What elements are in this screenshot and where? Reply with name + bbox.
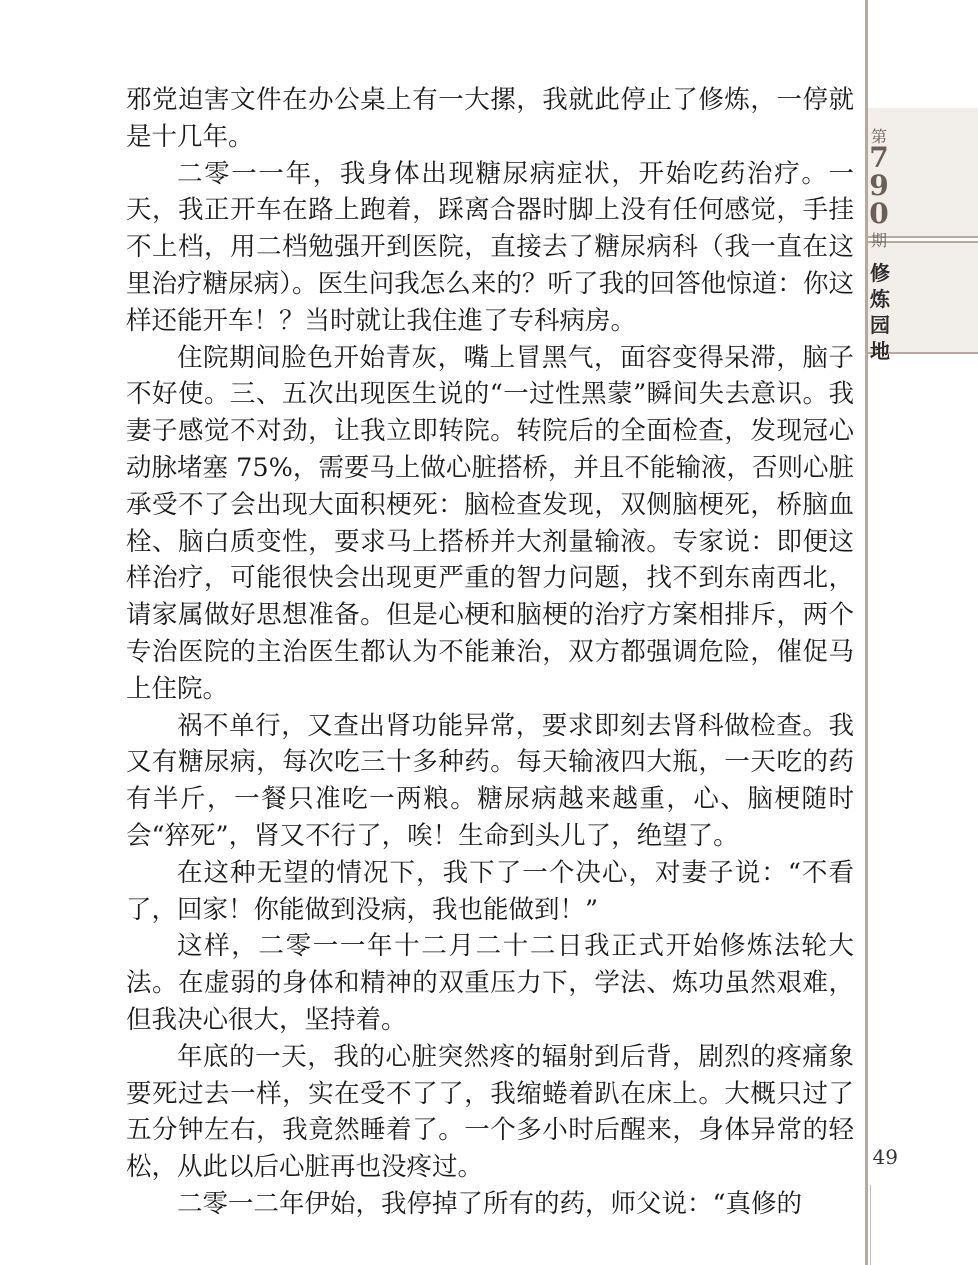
paragraph: 邪党迫害文件在办公桌上有一大摞，我就此停止了修炼，一停就是十几年。 <box>126 85 854 152</box>
issue-suffix: 期 <box>870 231 887 250</box>
paragraph: 年底的一天，我的心脏突然疼的辐射到后背，剧烈的疼痛象要死过去一样，实在受不了了，我缩蜷着趴在床上。大概只过了五分钟左右，我竟然睡着了。一个多小时后醒来，身体异常的轻松，从此以后心脏再也没疼过。 <box>126 1041 854 1183</box>
section-char-3: 园 <box>870 313 890 337</box>
section-char-1: 修 <box>870 261 890 285</box>
paragraph: 在这种无望的情况下，我下了一个决心，对妻子说：“不看了，回家！你能做到没病，我也能做到！” <box>126 857 854 925</box>
page-margin-rule-lower <box>870 1185 871 1265</box>
paragraph: 祸不单行，又查出肾功能异常，要求即刻去肾科做检查。我又有糖尿病，每次吃三十多种药。每天输液四大瓶，一天吃的药有半斤，一餐只准吃一两粮。糖尿病越来越重，心、脑梗随时会“猝死”，肾又不行了，唉！生命到头儿了，绝望了。 <box>126 710 854 851</box>
paragraph: 住院期间脸色开始青灰，嘴上冒黑气，面容变得呆滞，脑子不好使。三、五次出现医生说的“一过性黑蒙”瞬间失去意识。我妻子感觉不对劲，让我立即转院。转院后的全面检查，发现冠心动脉堵塞 75%，需要马上做心脏搭桥，并且不能输液，否则心脏承受不了会出现大面积梗死：脑检查发现，双侧脑梗死，桥脑血栓、脑白质变性，要求马上搭桥并大剂量输液。专家说：即便这样治疗，可能很快会出现更严重的智力问题，找不到东南西北，请家属做好思想准备。但是心梗和脑梗的治疗方案相排斥，两个专治医院的主治医生都认为不能兼治，双方都强调危险，催促马上住院。 <box>126 342 854 704</box>
issue-digit-2: 9 <box>869 169 889 202</box>
paragraph: 二零一一年，我身体出现糖尿病症状，开始吃药治疗。一天，我正开车在路上跑着，踩离合器时脚上没有任何感觉，手挂不上档，用二档勉强开到医院，直接去了糖尿病科（我一直在这里治疗糖尿病）。医生问我怎么来的？听了我的回答他惊道：你这样还能开车！？当时就让我住進了专科病房。 <box>126 158 854 336</box>
section-char-2: 炼 <box>870 287 890 311</box>
section-title <box>870 260 890 364</box>
issue-digit-1: 7 <box>869 141 889 174</box>
paragraph: 二零一二年伊始，我停掉了所有的药，师父说：“真修的 <box>177 1188 803 1219</box>
issue-digit-3: 0 <box>869 197 889 230</box>
article-body <box>126 82 854 1223</box>
issue-prefix: 第 <box>870 127 887 146</box>
paragraph: 这样，二零一一年十二月二十二日我正式开始修炼法轮大法。在虚弱的身体和精神的双重压力下，学法、炼功虽然艰难，但我决心很大，坚持着。 <box>126 931 854 1035</box>
page-number: 49 <box>872 1145 898 1169</box>
section-char-4: 地 <box>870 339 890 363</box>
